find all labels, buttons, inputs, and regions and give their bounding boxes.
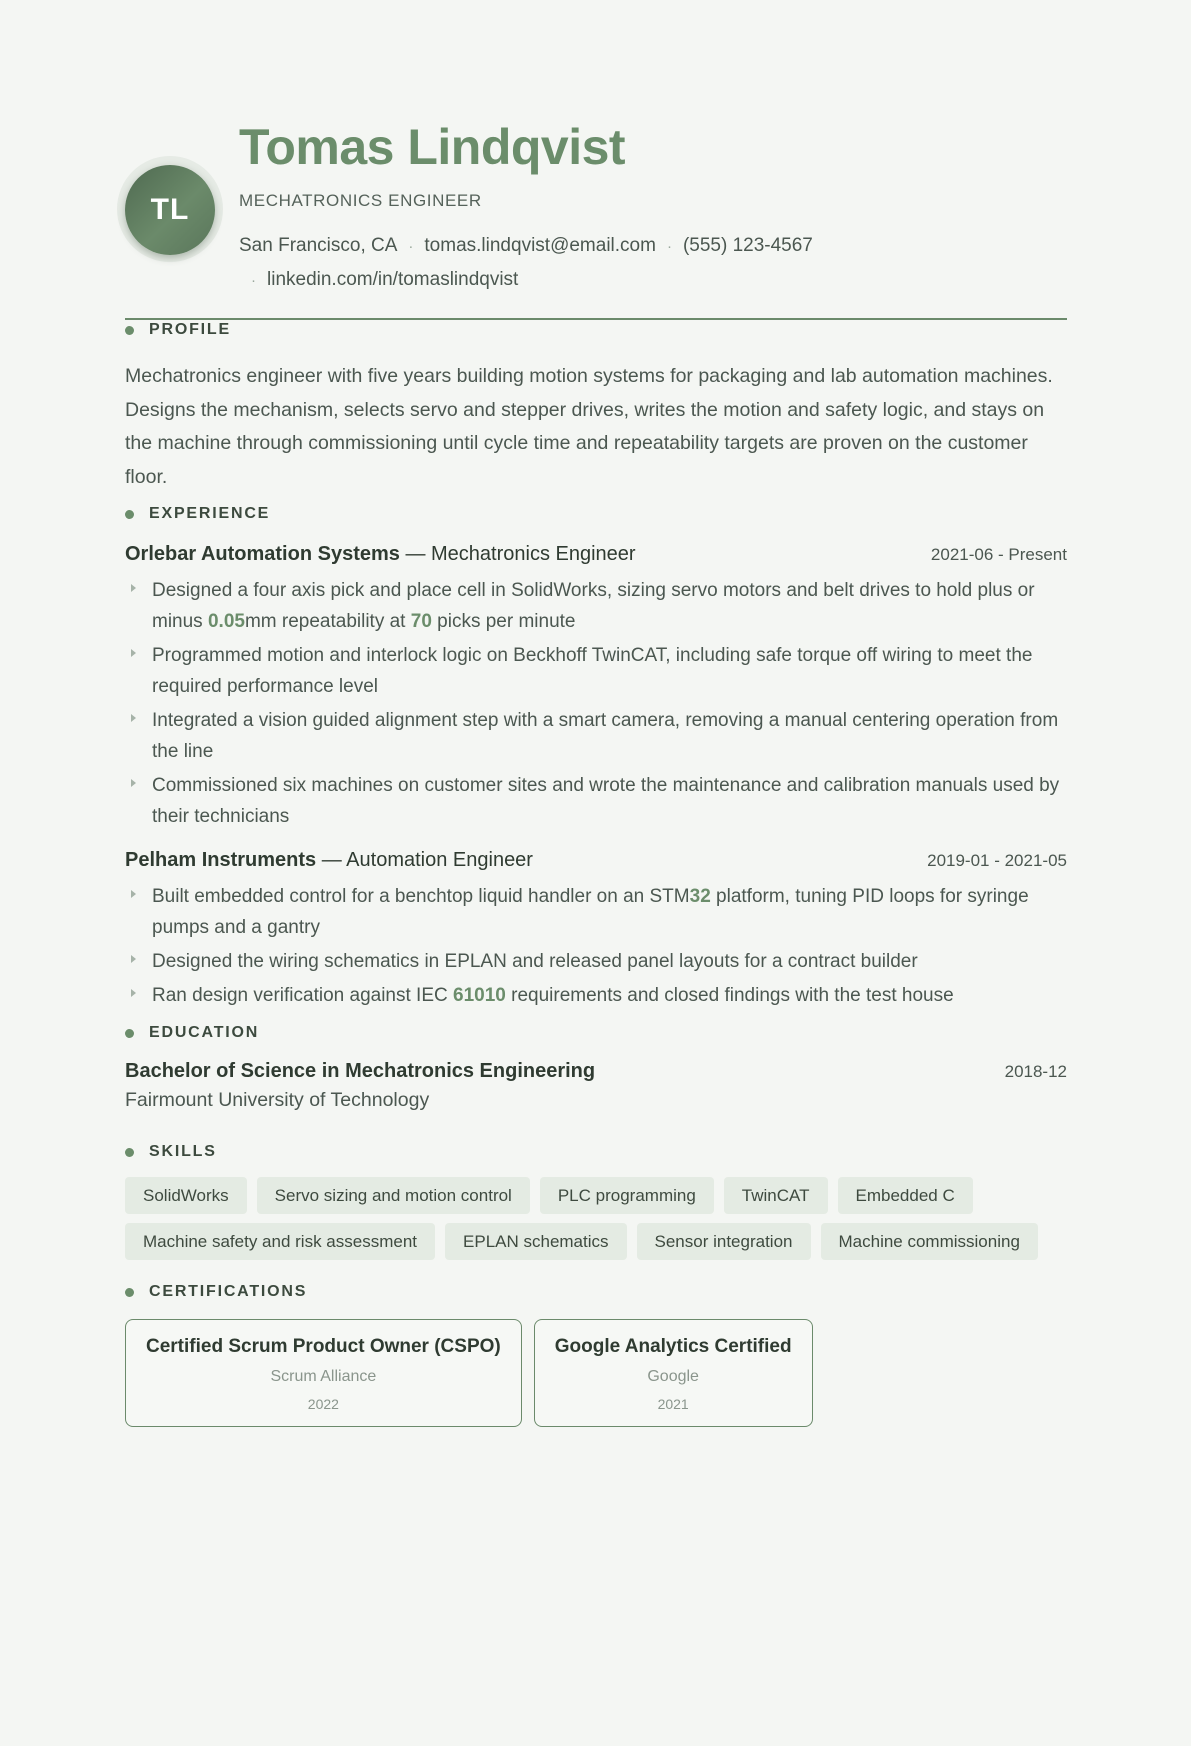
bullet-text: Ran design verification against IEC (152, 985, 453, 1006)
job-company: Pelham Instruments (125, 849, 317, 871)
skill-chip: SolidWorks (125, 1177, 247, 1214)
certification-card (125, 1319, 522, 1427)
bullet-text: mm repeatability at (244, 611, 411, 632)
contact-separator: · (666, 238, 672, 255)
bullet-dot-icon (125, 1029, 134, 1038)
job-entry (125, 849, 1067, 1011)
skill-list (125, 1177, 1067, 1269)
bullet-text: platform, tuning PID loops for syringe pumps and a gantry (152, 886, 1029, 938)
bullet-dot-icon (125, 510, 134, 519)
section-heading (125, 1283, 1067, 1301)
job-list (125, 543, 1067, 1011)
job-bullets (125, 881, 1067, 1011)
skill-chip: Servo sizing and motion control (257, 1177, 530, 1214)
highlight-metric: 32 (689, 886, 711, 907)
section-heading (125, 1024, 1067, 1042)
highlight-metric: 0.05 (207, 611, 245, 632)
bullet-text: requirements and closed findings with the test house (505, 985, 954, 1006)
contact-email[interactable]: tomas.lindqvist@email.com (424, 235, 656, 256)
experience-heading: EXPERIENCE (149, 505, 271, 522)
header-text (239, 120, 1059, 297)
bullet-text: Built embedded control for a benchtop liquid handler on an STM (152, 886, 690, 907)
header-divider (125, 318, 1067, 320)
contact-separator: · (408, 238, 414, 255)
job-bullet (125, 640, 1067, 702)
contact-phone[interactable]: (555) 123-4567 (682, 235, 813, 256)
certification-issuer: Google (647, 1368, 699, 1385)
job-bullet (125, 980, 1067, 1011)
profile-section (125, 321, 1067, 494)
bullet-text: Integrated a vision guided alignment step with a smart camera, removing a manual centering operation from the line (152, 710, 1059, 762)
skill-chip: Machine commissioning (821, 1223, 1038, 1260)
bullet-dot-icon (125, 1288, 134, 1297)
section-heading (125, 505, 1067, 523)
education-entry (125, 1060, 1067, 1083)
bullet-text: picks per minute (431, 611, 576, 632)
certification-issuer: Scrum Alliance (270, 1368, 377, 1385)
skill-chip: Embedded C (838, 1177, 973, 1214)
education-date: 2018-12 (1004, 1062, 1067, 1081)
skill-chip: EPLAN schematics (445, 1223, 627, 1260)
certification-card (534, 1319, 813, 1427)
bullet-text: Designed the wiring schematics in EPLAN and released panel layouts for a contract builder (152, 951, 918, 972)
certification-year: 2022 (307, 1396, 339, 1412)
job-dates: 2019-01 - 2021-05 (927, 851, 1067, 870)
contact-separator: · (251, 272, 256, 289)
education-heading: EDUCATION (149, 1024, 260, 1041)
job-title-line (125, 543, 636, 566)
education-section (125, 1024, 1067, 1112)
profile-heading: PROFILE (149, 321, 231, 338)
job-bullet (125, 705, 1067, 767)
avatar-initials: TL (150, 193, 190, 226)
job-bullet (125, 881, 1067, 943)
certification-name: Certified Scrum Product Owner (CSPO) (146, 1336, 501, 1357)
skills-heading: SKILLS (149, 1143, 217, 1160)
certification-name: Google Analytics Certified (554, 1336, 792, 1357)
education-school: Fairmount University of Technology (125, 1089, 430, 1111)
contact-info (239, 229, 1059, 297)
bullet-text: Designed a four axis pick and place cell in SolidWorks, sizing servo motors and belt drives to hold plus or minus (152, 580, 1035, 632)
job-bullets (125, 575, 1067, 832)
certification-list (125, 1319, 1067, 1427)
highlight-metric: 70 (410, 611, 432, 632)
certification-year: 2021 (657, 1396, 689, 1412)
education-degree: Bachelor of Science in Mechatronics Engineering (125, 1060, 596, 1082)
skills-section (125, 1143, 1067, 1269)
job-dates: 2021-06 - Present (930, 545, 1067, 564)
bullet-dot-icon (125, 326, 134, 335)
bullet-text: Commissioned six machines on customer sites and wrote the maintenance and calibration manuals used by their technicians (152, 775, 1060, 827)
section-heading (125, 1143, 1067, 1161)
job-title-line (125, 849, 533, 872)
certifications-heading: CERTIFICATIONS (149, 1283, 308, 1300)
section-heading (125, 321, 1067, 339)
candidate-name: Tomas Lindqvist (239, 119, 626, 175)
job-company: Orlebar Automation Systems (125, 543, 400, 565)
job-header (125, 543, 1067, 566)
job-role: — Mechatronics Engineer (399, 543, 636, 565)
candidate-title: MECHATRONICS ENGINEER (239, 191, 482, 210)
skill-chip: Machine safety and risk assessment (125, 1223, 435, 1260)
experience-section (125, 505, 1067, 1014)
bullet-dot-icon (125, 1148, 134, 1157)
skill-chip: Sensor integration (637, 1223, 811, 1260)
skill-chip: PLC programming (540, 1177, 714, 1214)
job-entry (125, 543, 1067, 832)
bullet-text: Programmed motion and interlock logic on Beckhoff TwinCAT, including safe torque off wiring to meet the required performance level (152, 645, 1033, 697)
job-bullet (125, 946, 1067, 977)
skill-chip: TwinCAT (724, 1177, 828, 1214)
contact-linkedin[interactable]: linkedin.com/in/tomaslindqvist (267, 269, 519, 290)
profile-text: Mechatronics engineer with five years building motion systems for packaging and lab automation machines. Designs the mechanism, selects servo and stepper drives, writes the motion and safety logic, and stays on the machine through commissioning until cycle time and repeatability targets are proven on the customer floor. (125, 365, 1053, 488)
job-bullet (125, 575, 1067, 637)
contact-location: San Francisco, CA (239, 235, 398, 256)
highlight-metric: 61010 (453, 985, 506, 1006)
job-role: — Automation Engineer (316, 849, 533, 871)
job-header (125, 849, 1067, 872)
certifications-section (125, 1283, 1067, 1427)
job-bullet (125, 770, 1067, 832)
avatar (125, 165, 215, 255)
